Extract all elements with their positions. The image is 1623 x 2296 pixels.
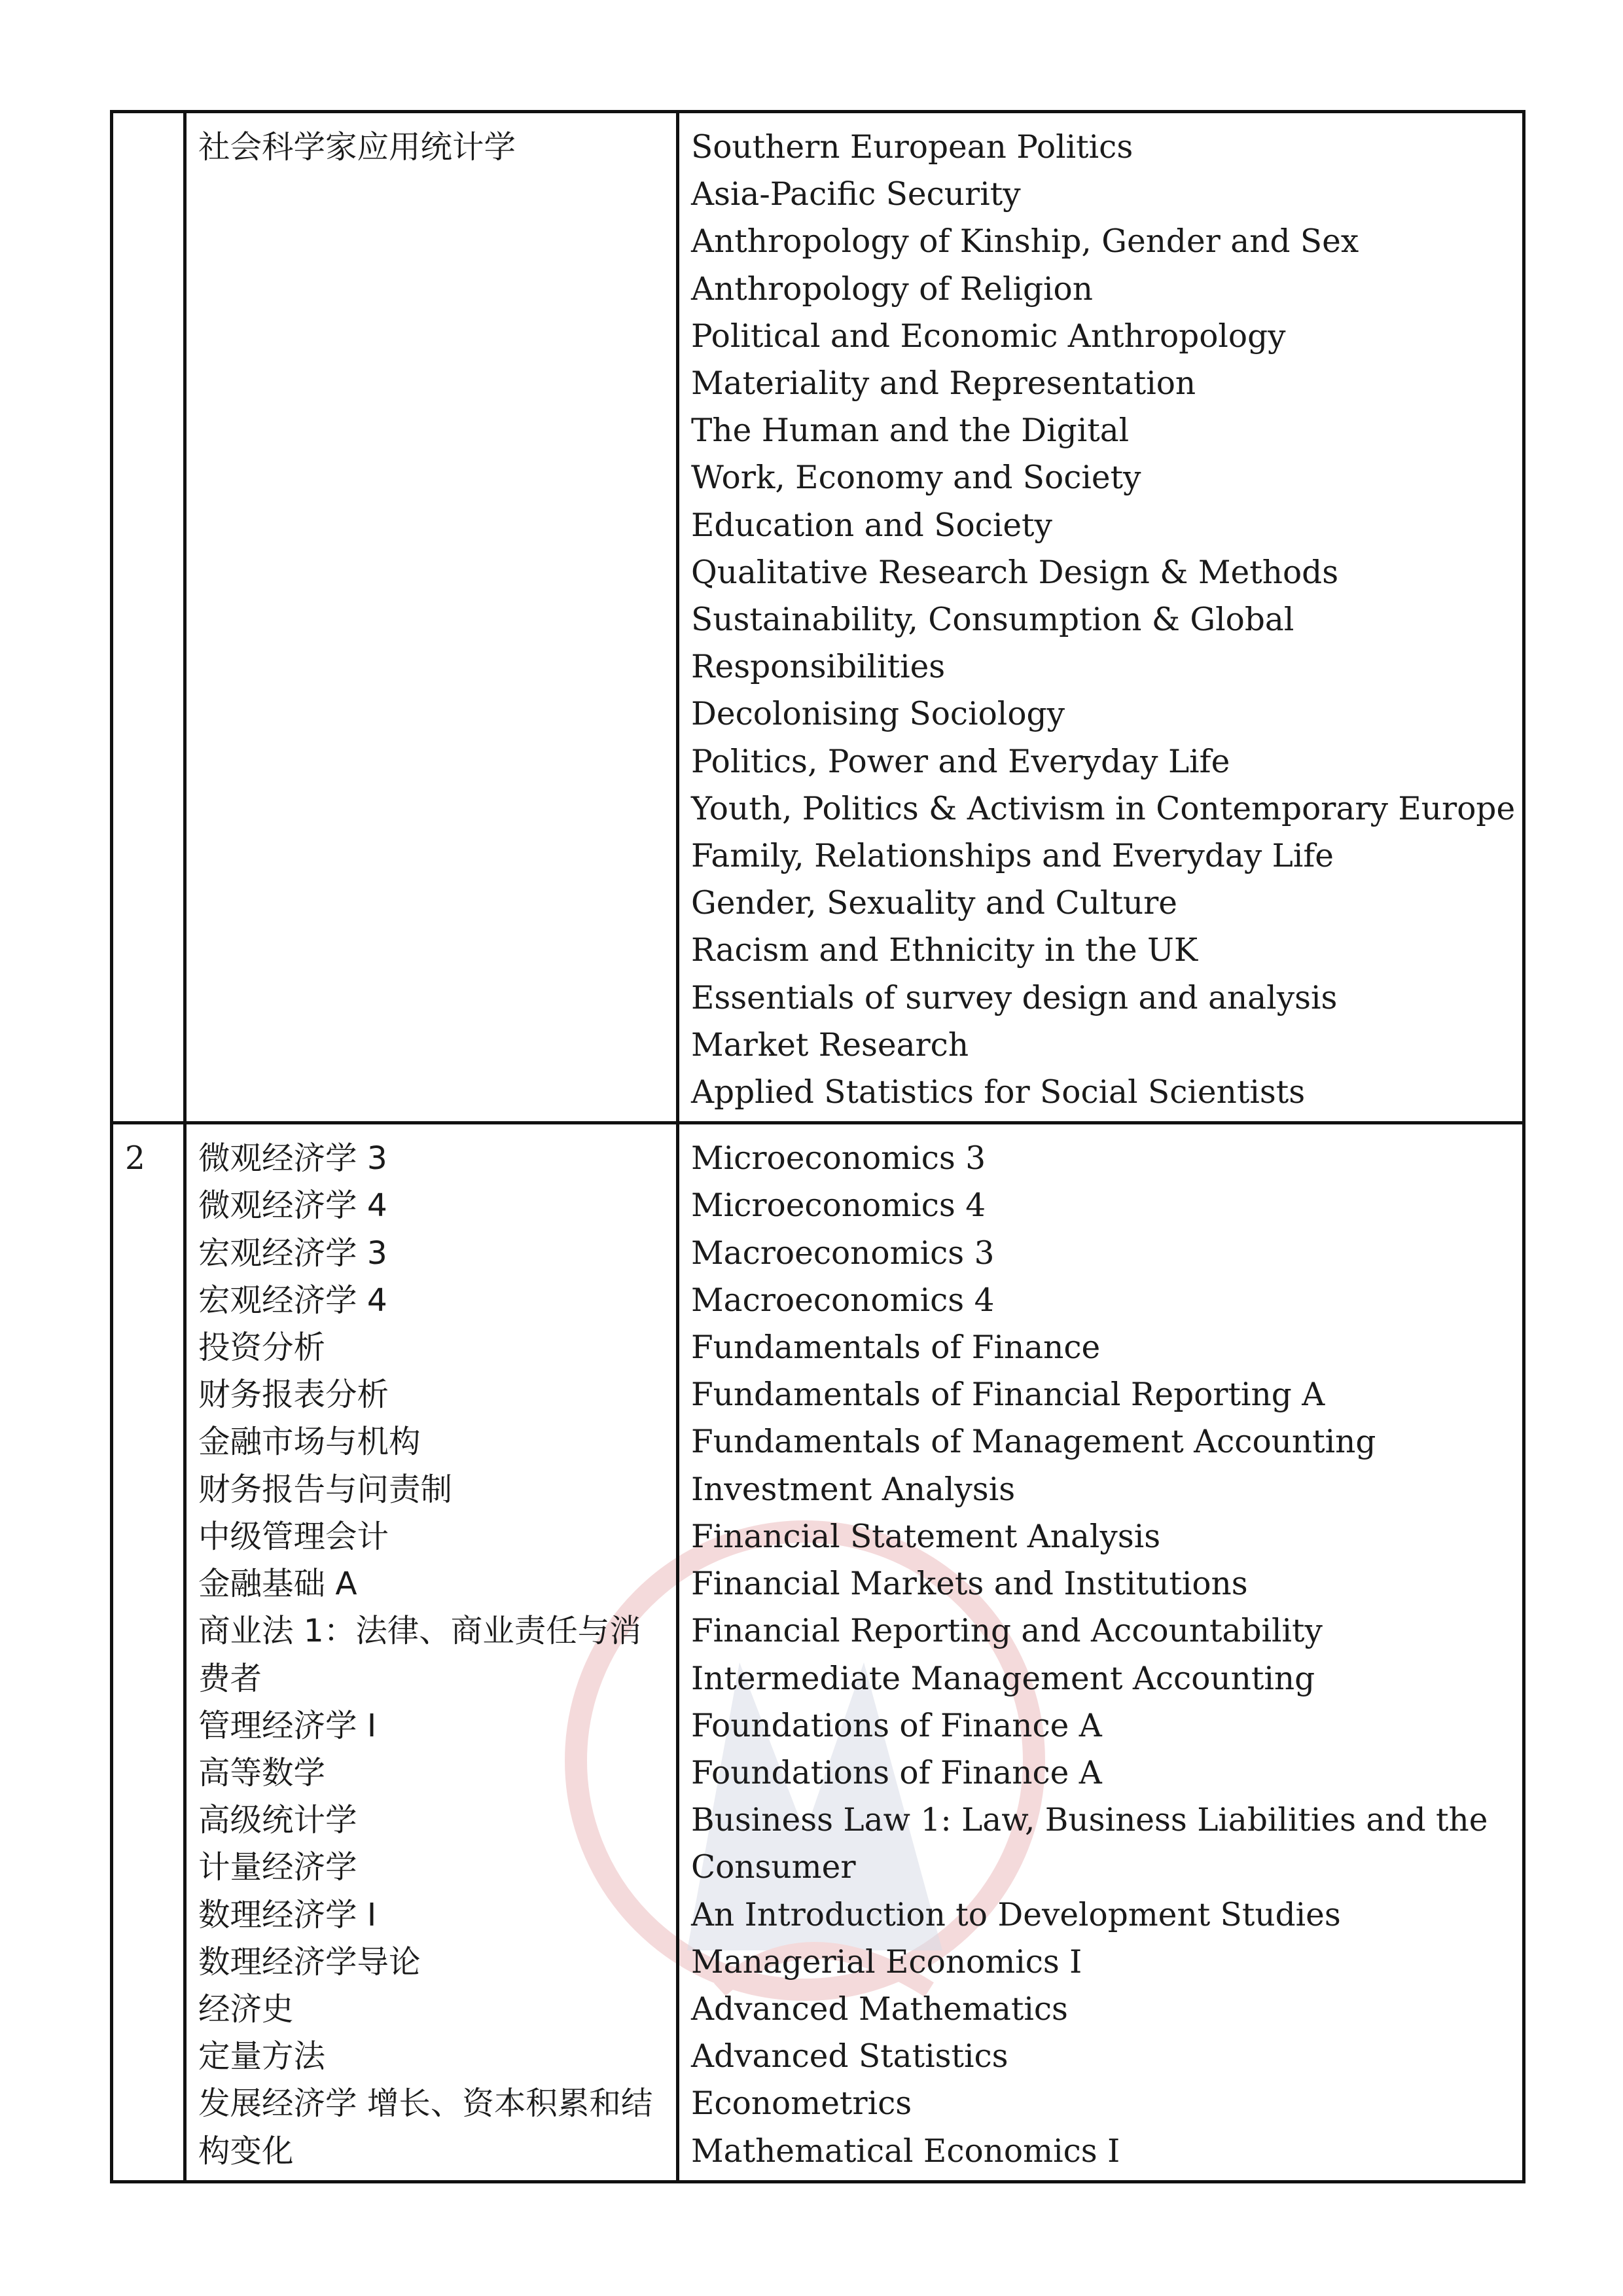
chinese-course-name: 高等数学 [198,1754,326,1791]
english-course-name: Fundamentals of Financial Reporting A [691,1376,1325,1414]
chinese-course-name: 高级统计学 [198,1802,357,1839]
english-course-name: An Introduction to Development Studies [691,1896,1341,1933]
chinese-course-name: 金融市场与机构 [198,1424,421,1461]
english-course-name: Anthropology of Kinship, Gender and Sex [691,223,1359,260]
english-course-name: Consumer [691,1849,856,1886]
english-course-name: Racism and Ethnicity in the UK [691,932,1198,969]
chinese-course-name: 中级管理会计 [198,1518,389,1555]
chinese-course-name: 投资分析 [198,1329,326,1367]
english-course-name: Gender, Sexuality and Culture [691,885,1177,922]
english-course-name: Anthropology of Religion [691,270,1093,308]
english-course-name: Applied Statistics for Social Scientists [691,1074,1306,1111]
english-course-name: Fundamentals of Management Accounting [691,1424,1376,1461]
english-course-name: Advanced Statistics [691,2038,1008,2075]
row-number-cell [112,1123,185,2181]
english-course-name: Investment Analysis [691,1471,1016,1508]
chinese-course-name: 管理经济学 I [198,1707,377,1744]
english-course-name: Sustainability, Consumption & Global [691,601,1294,639]
chinese-course-cell [185,112,678,1123]
english-course-name: Essentials of survey design and analysis [691,979,1338,1016]
chinese-course-name: 微观经济学 4 [198,1187,387,1225]
english-course-name: Macroeconomics 3 [691,1234,995,1272]
chinese-course-name: 金融基础 A [198,1566,357,1603]
english-course-name: Fundamentals of Finance [691,1329,1101,1367]
chinese-course-name: 宏观经济学 4 [198,1282,387,1319]
english-course-name: Financial Markets and Institutions [691,1566,1248,1603]
english-course-name: Responsibilities [691,649,946,686]
chinese-course-name: 商业法 1：法律、商业责任与消费者 [198,1613,641,1697]
english-course-cell [678,1123,1524,2181]
english-course-cell [678,112,1524,1123]
table-row [112,112,1524,1123]
chinese-course-name: 微观经济学 3 [198,1140,387,1177]
english-course-name: Education and Society [691,507,1052,544]
english-course-name: Advanced Mathematics [691,1990,1068,2028]
chinese-course-name: 财务报表分析 [198,1376,389,1414]
table-row [112,1123,1524,2181]
english-course-name: Qualitative Research Design & Methods [691,554,1339,591]
english-course-name: Microeconomics 4 [691,1187,986,1225]
english-course-name: The Human and the Digital [691,412,1130,450]
chinese-course-name: 财务报告与问责制 [198,1471,453,1508]
english-course-name: Youth, Politics & Activism in Contemporary Europe [691,790,1516,827]
english-course-name: Family, Relationships and Everyday Life [691,838,1334,875]
chinese-course-cell [185,1123,678,2181]
chinese-course-name: 计量经济学 [198,1849,357,1886]
english-course-name: Political and Economic Anthropology [691,317,1286,355]
english-course-name: Foundations of Finance A [691,1707,1102,1744]
english-course-name: Southern European Politics [691,129,1133,166]
chinese-course-name: 宏观经济学 3 [198,1234,387,1272]
english-course-name: Managerial Economics I [691,1943,1082,1981]
english-course-name: Financial Statement Analysis [691,1518,1161,1555]
english-course-name: Intermediate Management Accounting [691,1660,1315,1697]
chinese-course-name: 社会科学家应用统计学 [198,129,516,166]
row-number: 2 [125,1140,145,1177]
chinese-course-name: 定量方法 [198,2038,326,2075]
english-course-name: Financial Reporting and Accountability [691,1613,1323,1650]
chinese-course-name: 数理经济学 I [198,1896,377,1933]
english-course-name: Politics, Power and Everyday Life [691,743,1230,780]
chinese-course-name: 经济史 [198,1990,294,2028]
english-course-name: Econometrics [691,2085,912,2123]
english-course-name: Materiality and Representation [691,365,1196,403]
english-course-name: Business Law 1: Law, Business Liabilities and the [691,1802,1488,1839]
english-course-name: Market Research [691,1026,969,1064]
english-course-name: Asia-Pacific Security [691,176,1021,213]
english-course-name: Decolonising Sociology [691,696,1065,733]
english-course-name: Work, Economy and Society [691,459,1141,497]
chinese-course-name: 发展经济学 增长、资本积累和结构变化 [198,2085,653,2170]
english-course-name: Foundations of Finance A [691,1754,1102,1791]
english-course-name: Macroeconomics 4 [691,1282,995,1319]
row-number-cell [112,112,185,1123]
course-table [110,110,1525,2183]
english-course-name: Mathematical Economics I [691,2132,1120,2170]
english-course-name: Microeconomics 3 [691,1140,986,1177]
chinese-course-name: 数理经济学导论 [198,1943,421,1981]
